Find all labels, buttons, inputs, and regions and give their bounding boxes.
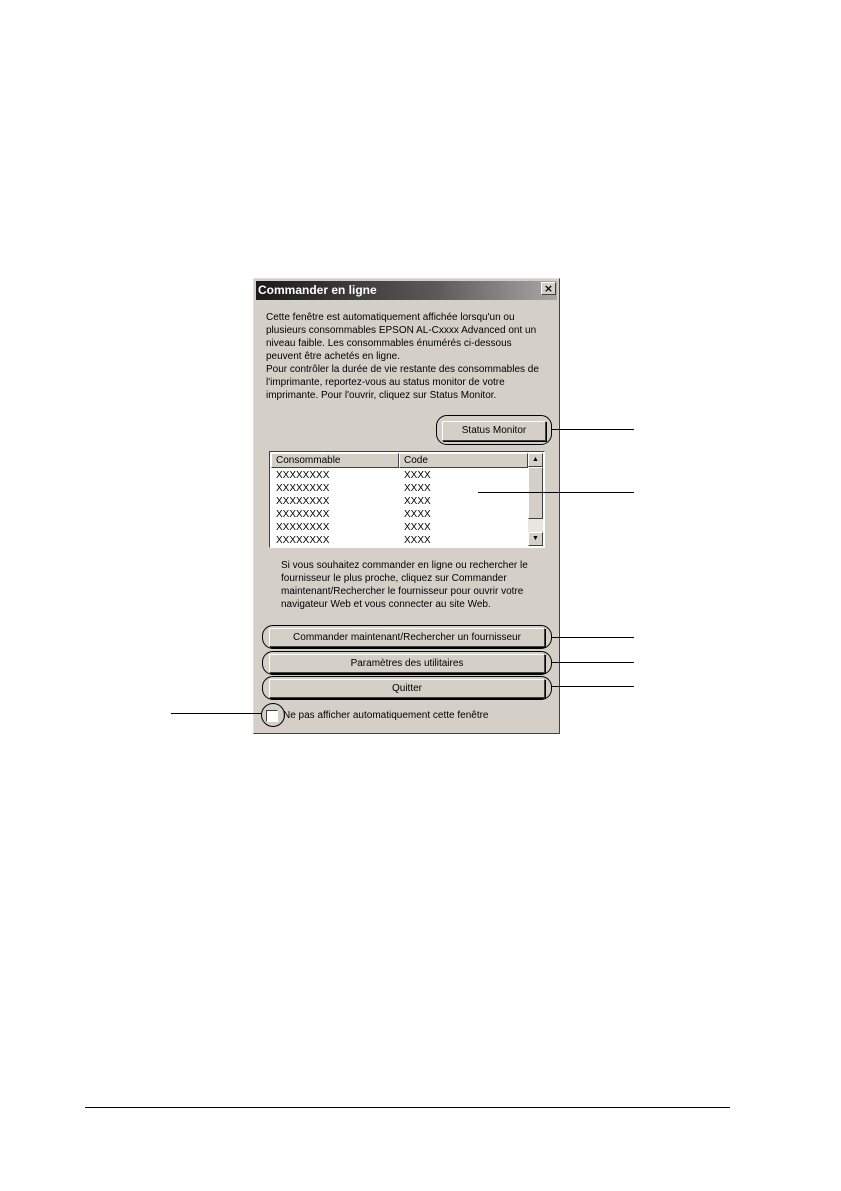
list-item[interactable] xyxy=(271,469,527,482)
dont-show-label[interactable]: Ne pas afficher automatiquement cette fenêtre xyxy=(283,710,489,721)
code-cell: XXXX xyxy=(404,483,431,494)
callout-line-quit-button xyxy=(551,686,634,687)
intro-text xyxy=(266,311,558,402)
dont-show-checkbox[interactable] xyxy=(266,710,278,722)
intro-line: Pour contrôler la durée de vie restante des consommables de xyxy=(266,364,539,375)
list-item[interactable] xyxy=(271,495,527,508)
callout-line-settings-button xyxy=(551,662,634,663)
callout-line-status-monitor xyxy=(551,429,634,430)
close-icon[interactable]: × xyxy=(541,282,556,295)
callout-line-checkbox xyxy=(171,713,261,714)
intro-line: imprimante. Pour l'ouvrir, cliquez sur Status Monitor. xyxy=(266,390,497,401)
column-header-consumable[interactable]: Consommable xyxy=(271,453,399,468)
status-monitor-button[interactable]: Status Monitor xyxy=(442,421,546,441)
list-item[interactable] xyxy=(271,534,527,547)
order-line: fournisseur le plus proche, cliquez sur Commander xyxy=(281,573,507,584)
code-cell: XXXX xyxy=(404,522,431,533)
order-instructions xyxy=(281,559,551,611)
order-now-button[interactable]: Commander maintenant/Rechercher un fournisseur xyxy=(269,628,545,647)
vertical-scrollbar[interactable] xyxy=(528,453,543,546)
footer-rule xyxy=(85,1107,730,1108)
quit-button[interactable]: Quitter xyxy=(269,679,545,698)
intro-line: niveau faible. Les consommables énumérés ci-dessous xyxy=(266,338,512,349)
callout-line-order-button xyxy=(551,637,634,638)
consumable-cell: XXXXXXXX xyxy=(276,509,330,520)
list-item[interactable] xyxy=(271,521,527,534)
intro-line: Cette fenêtre est automatiquement affichée lorsqu'un ou xyxy=(266,312,515,323)
order-line: maintenant/Rechercher le fournisseur pour ouvrir votre xyxy=(281,586,524,597)
utility-settings-button[interactable]: Paramètres des utilitaires xyxy=(269,654,545,673)
dialog-title: Commander en ligne xyxy=(258,283,377,297)
code-cell: XXXX xyxy=(404,496,431,507)
list-rows xyxy=(271,469,527,547)
scroll-thumb[interactable] xyxy=(528,467,543,519)
consumable-cell: XXXXXXXX xyxy=(276,496,330,507)
order-line: navigateur Web et vous connecter au site Web. xyxy=(281,599,491,610)
column-header-code[interactable]: Code xyxy=(399,453,528,468)
title-bar xyxy=(256,281,557,300)
list-item[interactable] xyxy=(271,508,527,521)
code-cell: XXXX xyxy=(404,509,431,520)
scroll-up-icon[interactable]: ▲ xyxy=(528,453,543,467)
intro-line: l'imprimante, reportez-vous au status monitor de votre xyxy=(266,377,505,388)
list-header xyxy=(271,453,528,468)
consumable-cell: XXXXXXXX xyxy=(276,483,330,494)
consumable-cell: XXXXXXXX xyxy=(276,470,330,481)
scroll-down-icon[interactable]: ▼ xyxy=(528,532,543,546)
intro-line: peuvent être achetés en ligne. xyxy=(266,351,400,362)
order-online-dialog xyxy=(253,278,560,734)
order-line: Si vous souhaitez commander en ligne ou rechercher le xyxy=(281,560,528,571)
code-cell: XXXX xyxy=(404,470,431,481)
callout-line-consumables-list xyxy=(478,492,634,493)
list-item[interactable] xyxy=(271,482,527,495)
code-cell: XXXX xyxy=(404,535,431,546)
consumable-cell: XXXXXXXX xyxy=(276,535,330,546)
consumable-cell: XXXXXXXX xyxy=(276,522,330,533)
consumables-list[interactable] xyxy=(269,451,545,548)
intro-line: plusieurs consommables EPSON AL-Cxxxx Advanced ont un xyxy=(266,325,537,336)
